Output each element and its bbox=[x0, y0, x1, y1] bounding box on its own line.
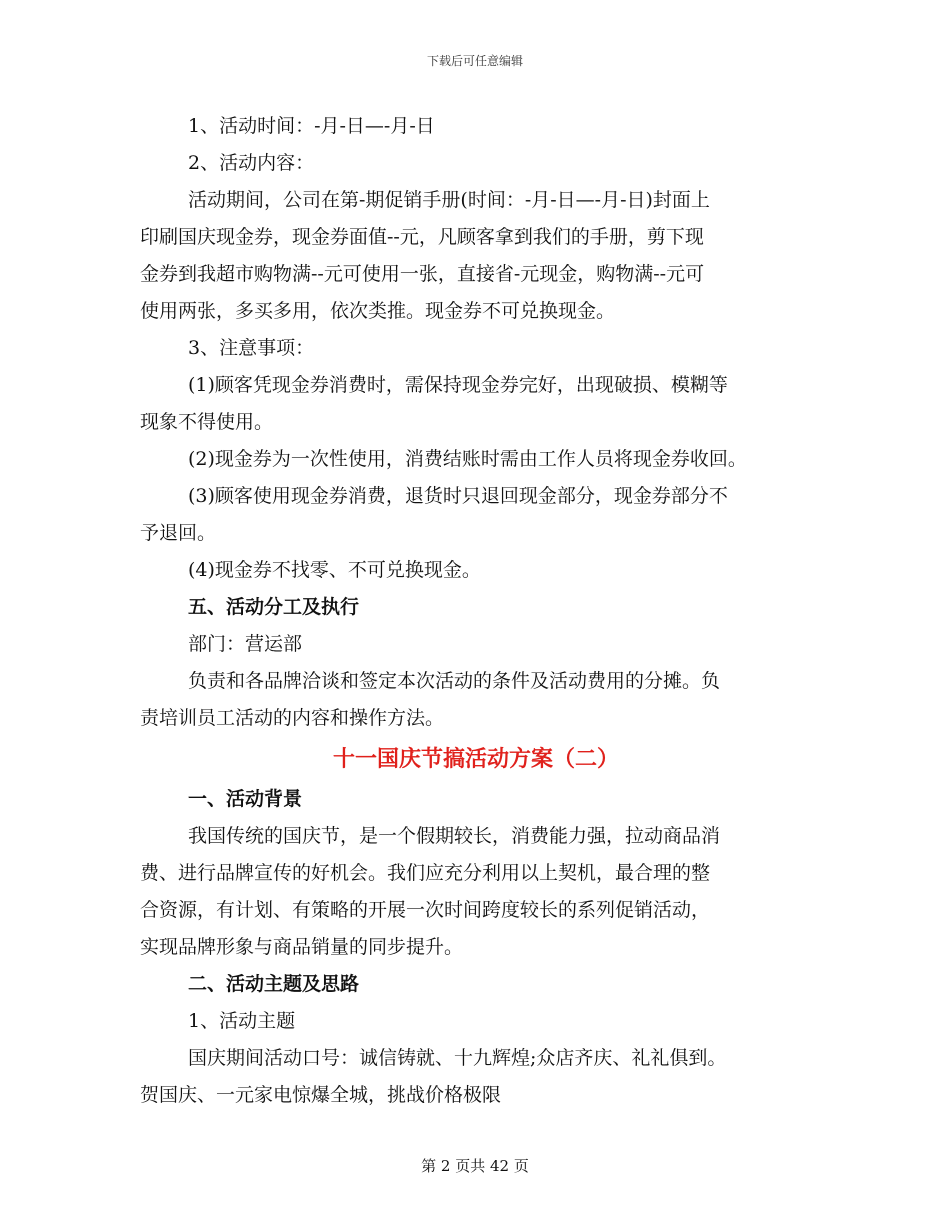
duty-line: 责培训员工活动的内容和操作方法。 bbox=[140, 707, 445, 729]
note-3-line: 予退回。 bbox=[140, 522, 217, 544]
theme-heading: 二、活动主题及思路 bbox=[188, 973, 360, 995]
activity-content-heading: 2、活动内容： bbox=[188, 152, 315, 174]
note-1-line: (1)顾客凭现金券消费时，需保持现金券完好，出现破损、模糊等 bbox=[188, 374, 728, 396]
page-header-note: 下载后可任意编辑 bbox=[426, 54, 523, 68]
theme-subheading: 1、活动主题 bbox=[188, 1010, 296, 1032]
background-heading: 一、活动背景 bbox=[188, 788, 303, 810]
notes-heading: 3、注意事项： bbox=[188, 337, 315, 359]
background-line: 合资源，有计划、有策略的开展一次时间跨度较长的系列促销活动， bbox=[140, 899, 711, 921]
slogan-line: 贺国庆、一元家电惊爆全城，挑战价格极限 bbox=[140, 1084, 502, 1106]
paragraph-line: 使用两张，多买多用，依次类推。现金券不可兑换现金。 bbox=[140, 300, 616, 322]
section-title: 十一国庆节搞活动方案（二） bbox=[332, 746, 619, 772]
duty-line: 负责和各品牌洽谈和签定本次活动的条件及活动费用的分摊。负 bbox=[188, 670, 721, 692]
division-heading: 五、活动分工及执行 bbox=[188, 596, 360, 618]
paragraph-line: 活动期间，公司在第-期促销手册(时间：-月-日—-月-日)封面上 bbox=[188, 189, 710, 211]
background-line: 实现品牌形象与商品销量的同步提升。 bbox=[140, 936, 464, 958]
note-3-line: (3)顾客使用现金券消费，退货时只退回现金部分，现金券部分不 bbox=[188, 485, 728, 507]
background-line: 我国传统的国庆节，是一个假期较长，消费能力强，拉动商品消 bbox=[188, 825, 721, 847]
paragraph-line: 金券到我超市购物满--元可使用一张，直接省-元现金，购物满--元可 bbox=[140, 263, 705, 285]
note-4-line: (4)现金券不找零、不可兑换现金。 bbox=[188, 559, 481, 581]
department-line: 部门：营运部 bbox=[188, 633, 303, 655]
paragraph-line: 印刷国庆现金券，现金券面值--元，凡顾客拿到我们的手册，剪下现 bbox=[140, 226, 704, 248]
slogan-line: 国庆期间活动口号：诚信铸就、十九辉煌;众店齐庆、礼礼俱到。 bbox=[188, 1047, 727, 1069]
page-footer-number: 第 2 页共 42 页 bbox=[421, 1157, 529, 1175]
note-2-line: (2)现金券为一次性使用，消费结账时需由工作人员将现金券收回。 bbox=[188, 448, 747, 470]
background-line: 费、进行品牌宣传的好机会。我们应充分利用以上契机，最合理的整 bbox=[140, 862, 711, 884]
note-1-line: 现象不得使用。 bbox=[140, 411, 274, 433]
document-body bbox=[140, 108, 812, 1114]
activity-time: 1、活动时间：-月-日—-月-日 bbox=[188, 115, 435, 137]
